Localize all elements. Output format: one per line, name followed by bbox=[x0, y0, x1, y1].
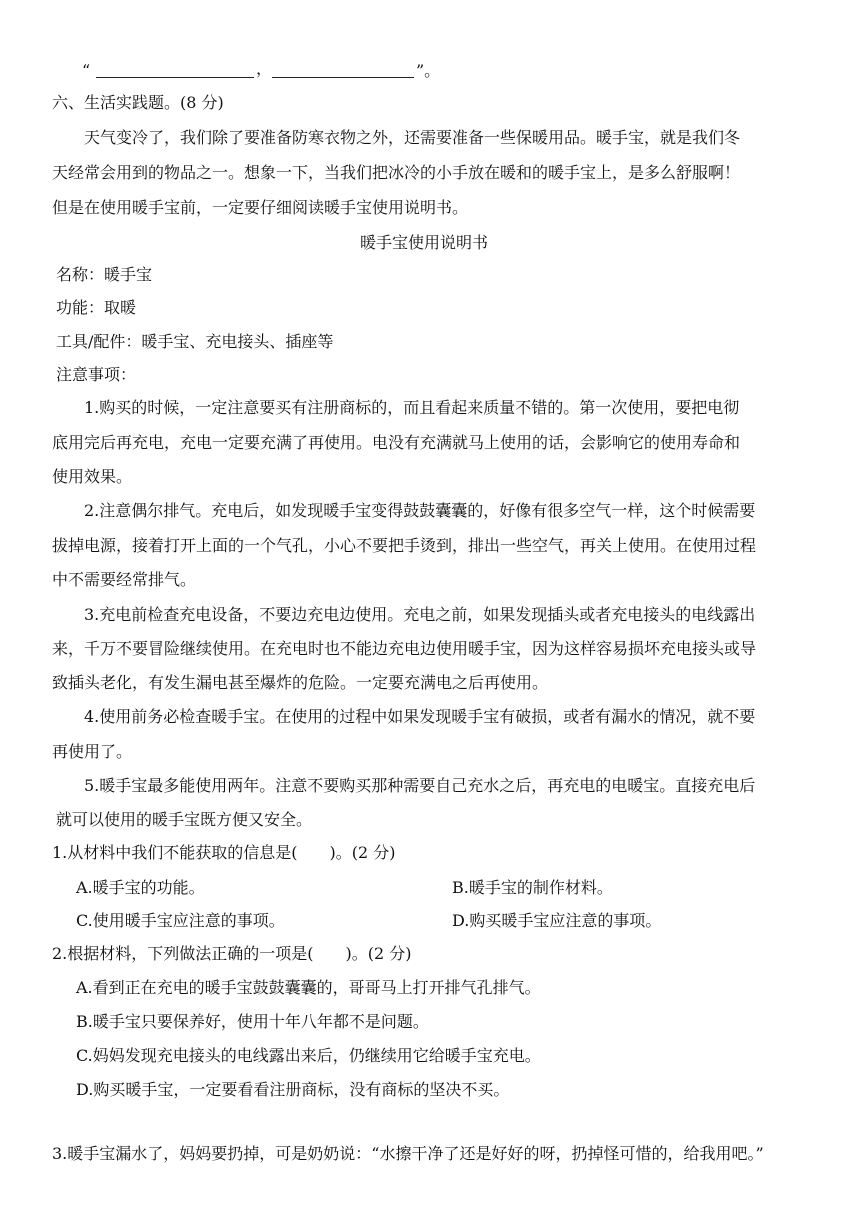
intro-line: 天气变冷了，我们除了要准备防寒衣物之外，还需要准备一些保暖用品。暖手宝，就是我们冬 bbox=[84, 128, 741, 147]
q2-option-b[interactable]: B.暖手宝只要保养好，使用十年八年都不是问题。 bbox=[76, 1012, 429, 1031]
note-line: 3.充电前检查充电设备，不要边充电边使用。充电之前，如果发现插头或者充电接头的电线露出 bbox=[84, 605, 756, 624]
note-line: 1.购买的时候，一定注意要买有注册商标的，而且看起来质量不错的。第一次使用，要把电彻 bbox=[84, 398, 740, 417]
intro-line: 但是在使用暖手宝前，一定要仔细阅读暖手宝使用说明书。 bbox=[52, 198, 469, 217]
note-line: 来，千万不要冒险继续使用。在充电时也不能边充电边使用暖手宝，因为这样容易损坏充电接头或导 bbox=[52, 639, 757, 658]
manual-name: 名称：暖手宝 bbox=[56, 265, 153, 284]
section-heading: 六、生活实践题。(8 分) bbox=[52, 93, 224, 112]
manual-tools: 工具/配件：暖手宝、充电接头、插座等 bbox=[56, 332, 334, 351]
manual-title: 暖手宝使用说明书 bbox=[360, 233, 489, 252]
note-line: 2.注意偶尔排气。充电后，如发现暖手宝变得鼓鼓囊囊的，好像有很多空气一样，这个时候需要 bbox=[84, 501, 756, 520]
q2-option-d[interactable]: D.购买暖手宝，一定要看看注册商标，没有商标的坚决不买。 bbox=[76, 1080, 510, 1099]
q1-option-a[interactable]: A.暖手宝的功能。 bbox=[76, 878, 205, 897]
note-line: 5.暖手宝最多能使用两年。注意不要购买那种需要自己充水之后，再充电的电暖宝。直接充电后 bbox=[84, 776, 756, 795]
note-line: 使用效果。 bbox=[52, 467, 133, 486]
notes-label: 注意事项： bbox=[56, 365, 137, 384]
answer-blank-1[interactable] bbox=[96, 77, 254, 78]
question-3: 3.暖手宝漏水了，妈妈要扔掉，可是奶奶说：“水擦干净了还是好好的呀，扔掉怪可惜的，给我用吧。” bbox=[52, 1144, 764, 1163]
note-line: 4.使用前务必检查暖手宝。在使用的过程中如果发现暖手宝有破损，或者有漏水的情况，就不要 bbox=[84, 707, 756, 726]
open-quote: “ bbox=[82, 61, 91, 80]
note-line: 致插头老化，有发生漏电甚至爆炸的危险。一定要充满电之后再使用。 bbox=[52, 673, 549, 692]
q1-option-b[interactable]: B.暖手宝的制作材料。 bbox=[452, 878, 613, 897]
note-line: 底用完后再充电，充电一定要充满了再使用。电没有充满就马上使用的话，会影响它的使用寿命和 bbox=[52, 433, 741, 452]
note-line: 就可以使用的暖手宝既方便又安全。 bbox=[56, 810, 313, 829]
q2-option-a[interactable]: A.看到正在充电的暖手宝鼓鼓囊囊的，哥哥马上打开排气孔排气。 bbox=[76, 978, 541, 997]
question-1: 1.从材料中我们不能获取的信息是( )。(2 分) bbox=[52, 843, 396, 862]
intro-line: 天经常会用到的物品之一。想象一下，当我们把冰冷的小手放在暖和的暖手宝上，是多么舒服啊！ bbox=[52, 163, 741, 182]
q1-option-c[interactable]: C.使用暖手宝应注意的事项。 bbox=[76, 911, 285, 930]
note-line: 再使用了。 bbox=[52, 742, 133, 761]
q1-option-d[interactable]: D.购买暖手宝应注意的事项。 bbox=[452, 911, 662, 930]
q2-option-c[interactable]: C.妈妈发现充电接头的电线露出来后，仍继续用它给暖手宝充电。 bbox=[76, 1046, 541, 1065]
blank-comma: ， bbox=[256, 59, 273, 78]
note-line: 拔掉电源，接着打开上面的一个气孔，小心不要把手烫到，排出一些空气，再关上使用。在使用过程 bbox=[52, 536, 757, 555]
question-2: 2.根据材料，下列做法正确的一项是( )。(2 分) bbox=[52, 944, 412, 963]
manual-function: 功能：取暖 bbox=[56, 298, 137, 317]
note-line: 中不需要经常排气。 bbox=[52, 570, 197, 589]
answer-blank-2[interactable] bbox=[272, 77, 414, 78]
close-quote: ”。 bbox=[416, 61, 441, 80]
